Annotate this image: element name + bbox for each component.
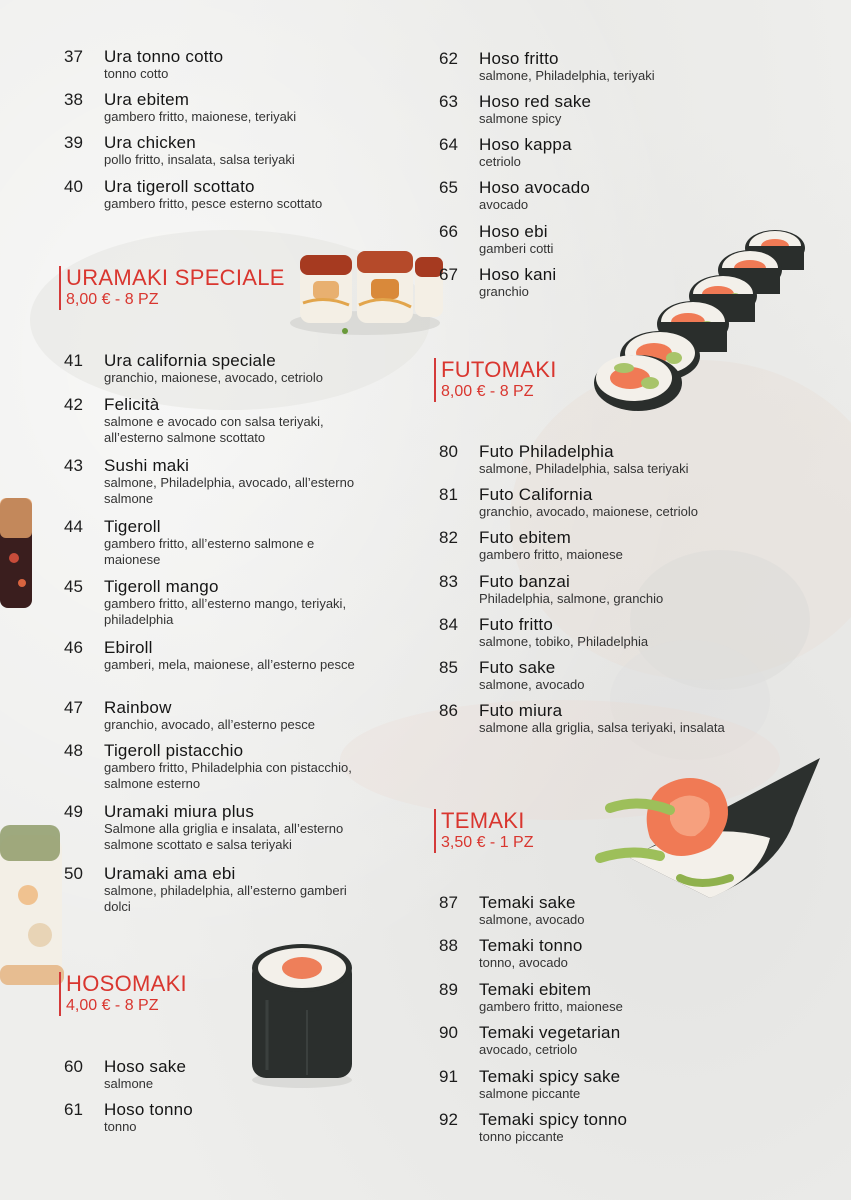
item-name: Tigeroll mango — [104, 577, 219, 596]
item-number: 38 — [64, 90, 83, 109]
item-name: Futo California — [479, 485, 593, 504]
item-number: 49 — [64, 802, 83, 821]
menu-item — [439, 528, 739, 563]
item-description: salmone e avocado con salsa teriyaki, all’esterno salmone scottato — [104, 414, 324, 445]
section-title: URAMAKI SPECIALE — [66, 265, 285, 290]
item-description: gambero fritto, maionese — [479, 999, 623, 1014]
item-name: Tigeroll pistacchio — [104, 741, 244, 760]
item-description: salmone, tobiko, Philadelphia — [479, 634, 649, 649]
item-name: Hoso avocado — [479, 178, 591, 197]
item-name: Ura tigeroll scottato — [104, 177, 255, 196]
item-number: 82 — [439, 528, 458, 547]
item-description: salmone, avocado — [479, 912, 585, 927]
menu-item — [64, 1057, 364, 1092]
item-description: Philadelphia, salmone, granchio — [479, 591, 664, 606]
item-name: Temaki sake — [479, 893, 576, 912]
item-number: 44 — [64, 517, 83, 536]
item-description: Salmone alla griglia e insalata, all’esterno salmone scottato e salsa teriyaki — [104, 821, 344, 852]
menu-item — [439, 658, 739, 693]
section-header-uramaki-speciale — [59, 266, 285, 310]
menu-item — [64, 1100, 364, 1135]
menu-item — [64, 698, 364, 733]
menu-item — [439, 178, 739, 213]
item-number: 81 — [439, 485, 458, 504]
left-edge-sushi-image — [0, 488, 40, 618]
section-price: 3,50 € - 1 PZ — [441, 834, 534, 851]
item-description: salmone piccante — [479, 1086, 581, 1101]
item-number: 37 — [64, 47, 83, 66]
item-description: gambero fritto, all’esterno salmone e maionese — [104, 536, 315, 567]
item-number: 89 — [439, 980, 458, 999]
menu-item — [439, 265, 739, 300]
section-title: HOSOMAKI — [66, 971, 187, 996]
item-number: 46 — [64, 638, 83, 657]
item-name: Uramaki miura plus — [104, 802, 255, 821]
item-name: Ebiroll — [104, 638, 153, 657]
item-description: salmone, philadelphia, all’esterno gamberi dolci — [104, 883, 347, 914]
item-name: Temaki spicy tonno — [479, 1110, 628, 1129]
item-name: Hoso kani — [479, 265, 557, 284]
item-description: tonno cotto — [104, 66, 169, 81]
item-name: Futo Philadelphia — [479, 442, 614, 461]
item-name: Ura chicken — [104, 133, 196, 152]
menu-item — [439, 572, 739, 607]
item-number: 62 — [439, 49, 458, 68]
item-description: gambero fritto, maionese, teriyaki — [104, 109, 297, 124]
item-name: Hoso sake — [104, 1057, 187, 1076]
item-number: 85 — [439, 658, 458, 677]
item-number: 84 — [439, 615, 458, 634]
item-name: Ura tonno cotto — [104, 47, 224, 66]
item-description: tonno — [104, 1119, 137, 1134]
menu-item — [64, 638, 364, 673]
menu-item — [439, 485, 739, 520]
item-number: 39 — [64, 133, 83, 152]
item-number: 64 — [439, 135, 458, 154]
section-price: 4,00 € - 8 PZ — [66, 997, 159, 1014]
section-price: 8,00 € - 8 PZ — [66, 291, 159, 308]
section-title: FUTOMAKI — [441, 357, 557, 382]
item-number: 50 — [64, 864, 83, 883]
item-description: gambero fritto, pesce esterno scottato — [104, 196, 323, 211]
item-name: Tigeroll — [104, 517, 161, 536]
item-description: salmone — [104, 1076, 154, 1091]
item-number: 43 — [64, 456, 83, 475]
menu-item — [439, 1023, 739, 1058]
item-name: Temaki spicy sake — [479, 1067, 621, 1086]
item-number: 48 — [64, 741, 83, 760]
item-number: 45 — [64, 577, 83, 596]
item-description: salmone, Philadelphia, avocado, all’esterno salmone — [104, 475, 355, 506]
item-name: Temaki tonno — [479, 936, 583, 955]
item-description: tonno piccante — [479, 1129, 564, 1144]
item-description: gambero fritto, all’esterno mango, teriyaki, philadelphia — [104, 596, 347, 627]
item-number: 67 — [439, 265, 458, 284]
item-name: Uramaki ama ebi — [104, 864, 236, 883]
item-name: Hoso fritto — [479, 49, 559, 68]
item-number: 80 — [439, 442, 458, 461]
item-number: 65 — [439, 178, 458, 197]
section-header-hosomaki — [59, 972, 187, 1016]
item-name: Felicità — [104, 395, 160, 414]
item-number: 91 — [439, 1067, 458, 1086]
item-description: salmone, avocado — [479, 677, 585, 692]
item-description: gamberi, mela, maionese, all’esterno pesce — [104, 657, 355, 672]
section-price: 8,00 € - 8 PZ — [441, 383, 534, 400]
menu-item — [64, 133, 364, 168]
item-number: 40 — [64, 177, 83, 196]
menu-item — [439, 1067, 739, 1102]
item-description: salmone alla griglia, salsa teriyaki, insalata — [479, 720, 725, 735]
item-description: avocado, cetriolo — [479, 1042, 578, 1057]
item-number: 66 — [439, 222, 458, 241]
menu-item — [64, 177, 364, 212]
item-number: 86 — [439, 701, 458, 720]
menu-item — [439, 936, 739, 971]
left-edge-roll-image — [0, 815, 70, 995]
item-name: Hoso ebi — [479, 222, 548, 241]
item-number: 42 — [64, 395, 83, 414]
item-number: 41 — [64, 351, 83, 370]
section-header-futomaki — [434, 358, 557, 402]
item-description: cetriolo — [479, 154, 521, 169]
item-number: 92 — [439, 1110, 458, 1129]
item-number: 90 — [439, 1023, 458, 1042]
item-name: Futo sake — [479, 658, 556, 677]
item-description: granchio, avocado, maionese, cetriolo — [479, 504, 698, 519]
item-description: granchio — [479, 284, 529, 299]
item-name: Ura ebitem — [104, 90, 190, 109]
menu-item — [64, 351, 364, 386]
item-description: granchio, maionese, avocado, cetriolo — [104, 370, 323, 385]
item-name: Temaki ebitem — [479, 980, 592, 999]
menu-item — [64, 90, 364, 125]
item-description: gambero fritto, maionese — [479, 547, 623, 562]
item-description: tonno, avocado — [479, 955, 568, 970]
item-name: Temaki vegetarian — [479, 1023, 621, 1042]
menu-item — [439, 135, 739, 170]
item-name: Futo fritto — [479, 615, 554, 634]
item-description: avocado — [479, 197, 529, 212]
item-number: 87 — [439, 893, 458, 912]
item-name: Sushi maki — [104, 456, 190, 475]
menu-item — [64, 456, 364, 507]
item-description: salmone spicy — [479, 111, 562, 126]
menu-item — [439, 222, 739, 257]
item-name: Hoso kappa — [479, 135, 572, 154]
menu-item — [439, 1110, 739, 1145]
item-name: Futo ebitem — [479, 528, 571, 547]
menu-item — [439, 615, 739, 650]
uramaki-speciale-image — [285, 243, 445, 343]
item-description: salmone, Philadelphia, salsa teriyaki — [479, 461, 689, 476]
menu-item — [64, 864, 364, 915]
item-description: gamberi cotti — [479, 241, 554, 256]
section-header-temaki — [434, 809, 534, 853]
item-name: Hoso tonno — [104, 1100, 193, 1119]
item-name: Futo miura — [479, 701, 563, 720]
item-name: Rainbow — [104, 698, 172, 717]
item-description: pollo fritto, insalata, salsa teriyaki — [104, 152, 295, 167]
item-description: salmone, Philadelphia, teriyaki — [479, 68, 655, 83]
menu-item — [439, 980, 739, 1015]
menu-item — [64, 47, 364, 82]
item-description: gambero fritto, Philadelphia con pistacchio, salmone esterno — [104, 760, 352, 791]
menu-item — [439, 49, 739, 84]
menu-item — [439, 701, 739, 736]
item-name: Futo banzai — [479, 572, 571, 591]
item-description: granchio, avocado, all’esterno pesce — [104, 717, 316, 732]
section-title: TEMAKI — [441, 808, 525, 833]
item-number: 63 — [439, 92, 458, 111]
item-number: 60 — [64, 1057, 83, 1076]
item-number: 88 — [439, 936, 458, 955]
menu-item — [439, 893, 739, 928]
item-number: 83 — [439, 572, 458, 591]
menu-item — [64, 741, 364, 792]
menu-item — [64, 802, 364, 853]
item-number: 47 — [64, 698, 83, 717]
menu-item — [64, 395, 364, 446]
menu-item — [64, 577, 364, 628]
item-name: Hoso red sake — [479, 92, 592, 111]
menu-item — [439, 442, 739, 477]
item-name: Ura california speciale — [104, 351, 276, 370]
menu-item — [439, 92, 739, 127]
temaki-image — [590, 748, 830, 908]
menu-item — [64, 517, 364, 568]
item-number: 61 — [64, 1100, 83, 1119]
